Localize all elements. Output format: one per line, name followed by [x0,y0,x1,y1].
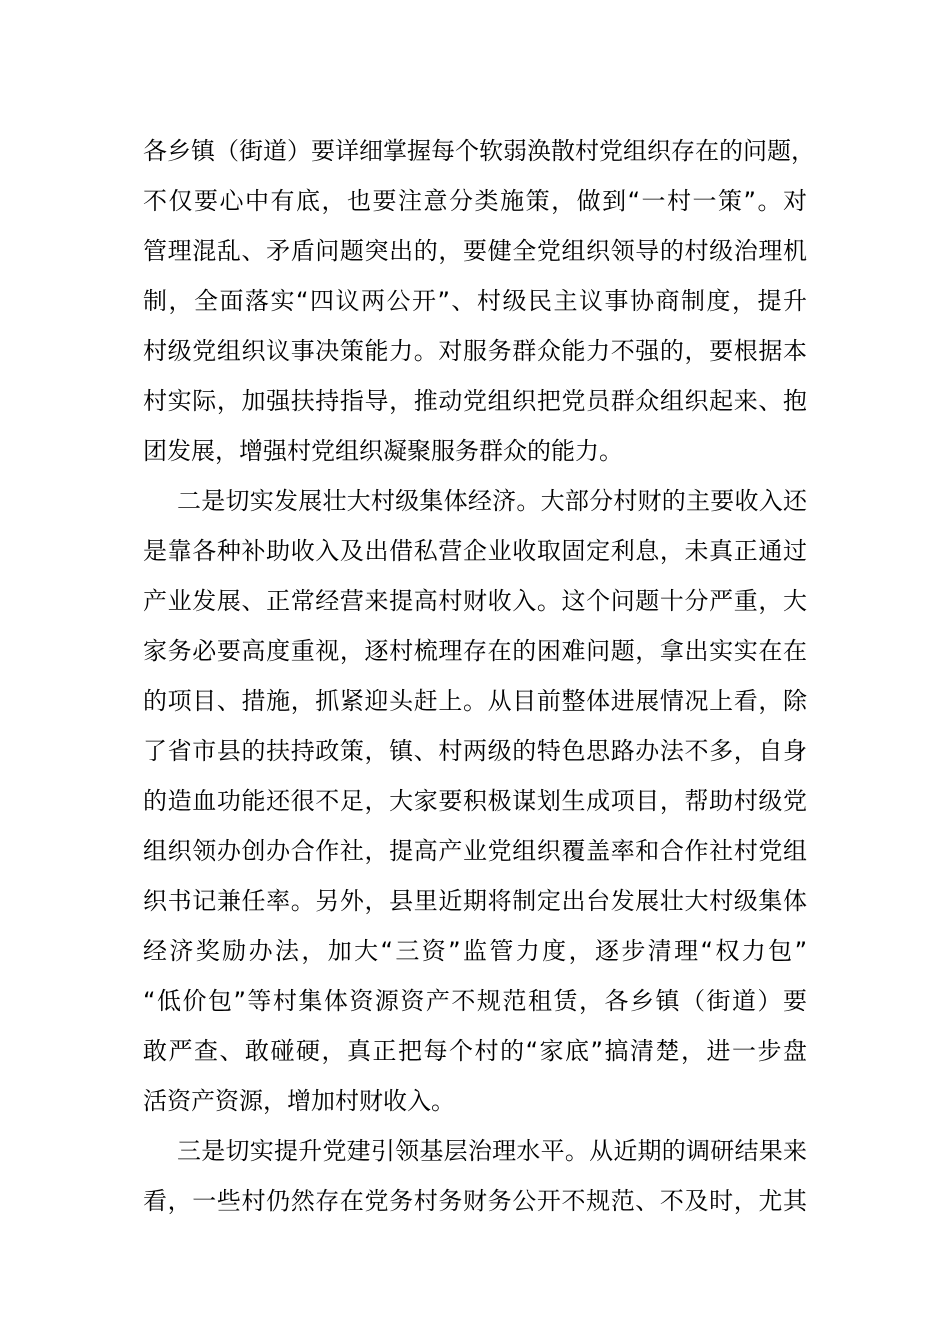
paragraph-start-line: 二是切实发展壮大村级集体经济。大部分村财的主要收入还 [177,487,807,515]
text-line: 的造血功能还很不足，大家要积极谋划生成项目，帮助村级党 [143,787,807,815]
text-line: 组织领办创办合作社，提高产业党组织覆盖率和合作社村党组 [143,837,807,865]
text-line: 不仅要心中有底，也要注意分类施策，做到“一村一策”。对 [143,187,807,215]
text-line: 村实际，加强扶持指导，推动党组织把党员群众组织起来、抱 [143,387,807,415]
text-line: 制，全面落实“四议两公开”、村级民主议事协商制度，提升 [143,287,807,315]
text-line: 织书记兼任率。另外，县里近期将制定出台发展壮大村级集体 [143,887,807,915]
text-line: 的项目、措施，抓紧迎头赶上。从目前整体进展情况上看，除 [143,687,807,715]
text-line: 敢严查、敢碰硬，真正把每个村的“家底”搞清楚，进一步盘 [143,1037,807,1065]
text-line: 活资产资源，增加村财收入。 [143,1087,455,1115]
text-line: 是靠各种补助收入及出借私营企业收取固定利息，未真正通过 [143,537,807,565]
text-line: 村级党组织议事决策能力。对服务群众能力不强的，要根据本 [143,337,807,365]
text-line: 各乡镇（街道）要详细掌握每个软弱涣散村党组织存在的问题， [143,137,815,165]
text-line: “低价包”等村集体资源资产不规范租赁，各乡镇（街道）要 [143,987,807,1015]
body-text [143,126,815,1226]
paragraph-start-line: 三是切实提升党建引领基层治理水平。从近期的调研结果来 [177,1137,807,1165]
text-line: 产业发展、正常经营来提高村财收入。这个问题十分严重，大 [143,587,807,615]
text-line: 了省市县的扶持政策，镇、村两级的特色思路办法不多，自身 [143,737,807,765]
text-line: 家务必要高度重视，逐村梳理存在的困难问题，拿出实实在在 [143,637,807,665]
text-line: 团发展，增强村党组织凝聚服务群众的能力。 [143,437,623,465]
text-line: 看，一些村仍然存在党务村务财务公开不规范、不及时，尤其 [143,1187,807,1215]
text-line: 管理混乱、矛盾问题突出的，要健全党组织领导的村级治理机 [143,237,807,265]
text-line: 经济奖励办法，加大“三资”监管力度，逐步清理“权力包” [143,937,807,965]
